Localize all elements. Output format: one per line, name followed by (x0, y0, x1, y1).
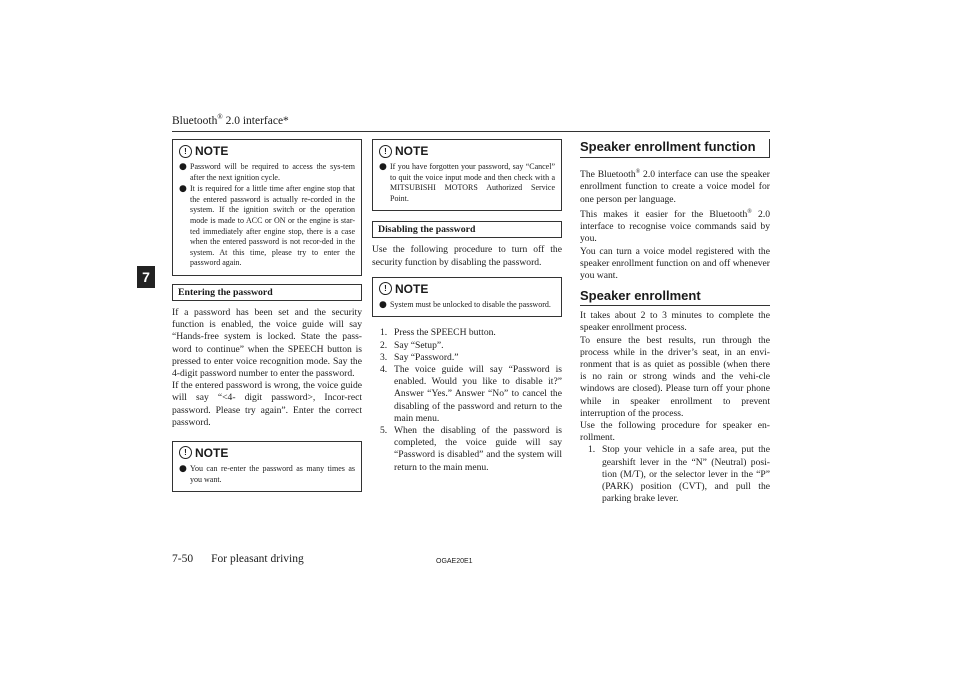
document-code: OGAE20E1 (436, 558, 473, 565)
step-number: 1. (380, 327, 388, 339)
step-number: 5. (380, 425, 388, 436)
paragraph: Use the following procedure to turn off the security function by disabling the password. (372, 244, 562, 268)
paragraph: If a password has been set and the security function is enabled, the voice guide will say “Hands-free system is locked. State the pass-word to continue” when the SPEECH button is pressed to enter voice recognition mode. Say the 4-digit password number to enter the password. (172, 306, 362, 379)
list-item (372, 352, 562, 364)
paragraph-text: 2.0 interface can use the speaker enrollment function to create a voice model for one person per language. (580, 169, 770, 205)
note-item (179, 162, 355, 183)
step-text: When the disabling of the password is completed, the voice guide will say “Password is disabled” and the system will return to the main menu. (394, 425, 562, 473)
step-text: Say “Password.” (394, 351, 459, 363)
note-text: If you have forgotten your password, say “Cancel” to quit the voice input mode and then check with a MITSUBISHI MOTORS Authorized Service Point. (390, 162, 555, 203)
column-2 (372, 139, 562, 474)
paragraph: If the entered password is wrong, the voice guide will say “<4- digit password>, Incor-rect password. Please try again”. Enter the correct password. (172, 380, 362, 428)
note-header (179, 142, 355, 160)
note-box (172, 441, 362, 492)
caution-icon: ! (179, 145, 192, 158)
steps-list (372, 327, 562, 473)
paragraph (580, 206, 770, 246)
subheading: Entering the password (172, 284, 362, 301)
step-text: Say “Setup”. (394, 339, 444, 351)
note-label: NOTE (395, 144, 429, 158)
section-heading: Speaker enrollment (580, 288, 770, 306)
column-3 (580, 139, 770, 505)
step-number: 2. (380, 339, 388, 351)
note-box (372, 277, 562, 318)
section-name: For pleasant driving (211, 553, 304, 565)
paragraph-text: 2.0 interface to recognise voice commands said by you. (580, 208, 771, 245)
registered-mark: ® (217, 113, 223, 121)
note-label: NOTE (395, 281, 429, 296)
list-item (372, 340, 562, 352)
running-header (172, 113, 289, 127)
header-title-text: Bluetooth (172, 114, 218, 127)
note-item (179, 184, 355, 269)
step-number: 3. (380, 351, 388, 363)
paragraph: Use the following procedure for speaker en-rollment. (580, 420, 770, 444)
note-label: NOTE (195, 445, 229, 460)
registered-mark: ® (747, 208, 752, 215)
paragraph: To ensure the best results, run through the process while in the driver’s seat, in an envi-ronment that is as quiet as possible (when there is no rain or strong winds and the vehi-cle windows are closed). Please turn off your phone while in speaker enrollment to prevent interruption of the process. (580, 334, 770, 419)
note-text: It is required for a little time after engine stop that the entered password is actually re-corded in the system. If the ignition switch or the operation mode is made to ACC or ON or the engine is star-ted immediately after engine stop, there is a case when the entered password is not recor-ded in the system. At this time, please try to enter the password again. (190, 184, 355, 268)
bullet-icon: ● (379, 299, 387, 310)
note-box (172, 139, 362, 276)
bullet-icon: ● (379, 162, 387, 172)
footer (172, 553, 322, 565)
list-item (372, 327, 562, 339)
caution-icon: ! (379, 145, 392, 158)
note-header (379, 280, 555, 298)
column-1 (172, 139, 362, 492)
note-item (379, 300, 555, 311)
bullet-icon: ● (179, 184, 187, 195)
note-item (179, 464, 355, 485)
caution-icon: ! (179, 446, 192, 459)
chapter-tab: 7 (137, 266, 155, 288)
note-text: Password will be required to access the sys-tem after the next ignition cycle. (190, 162, 355, 182)
note-text: You can re-enter the password as many times as you want. (190, 463, 355, 484)
header-title-suffix: 2.0 interface* (222, 114, 289, 127)
paragraph-text: This makes it easier for the Bluetooth (580, 208, 748, 220)
step-text: The voice guide will say “Password is enabled. Would you like to disable it?” Answer “Yes.” Answer “No” to cancel the disabling of the password and return to the main menu. (394, 363, 562, 424)
paragraph: You can turn a voice model registered with the speaker enrollment function on and off whenever you want. (580, 245, 770, 281)
step-text: Press the SPEECH button. (394, 327, 496, 339)
step-number: 1. (588, 444, 596, 456)
bullet-icon: ● (179, 463, 187, 474)
registered-mark: ® (635, 169, 641, 175)
note-header (379, 142, 555, 160)
note-box (372, 139, 562, 211)
note-header (179, 444, 355, 462)
note-item (379, 162, 555, 204)
note-text: System must be unlocked to disable the password. (390, 299, 551, 309)
step-text: Stop your vehicle in a safe area, put the gearshift lever in the “N” (Neutral) posi-tion (M/T), or the selector lever in the “P” (PARK) position (CVT), and pull the parking brake lever. (602, 444, 770, 505)
caution-icon: ! (379, 282, 392, 295)
note-label: NOTE (195, 144, 229, 158)
step-number: 4. (380, 363, 388, 375)
steps-list (580, 444, 770, 505)
header-rule (172, 131, 770, 132)
list-item (580, 444, 770, 505)
list-item (372, 425, 562, 474)
page-number: 7-50 (172, 553, 194, 565)
paragraph (580, 166, 770, 206)
paragraph: It takes about 2 to 3 minutes to complete the speaker enrollment process. (580, 310, 770, 334)
bullet-icon: ● (179, 162, 187, 172)
section-heading: Speaker enrollment function (580, 139, 770, 158)
list-item (372, 364, 562, 425)
subheading: Disabling the password (372, 221, 562, 238)
paragraph-text: The Bluetooth (580, 169, 636, 181)
